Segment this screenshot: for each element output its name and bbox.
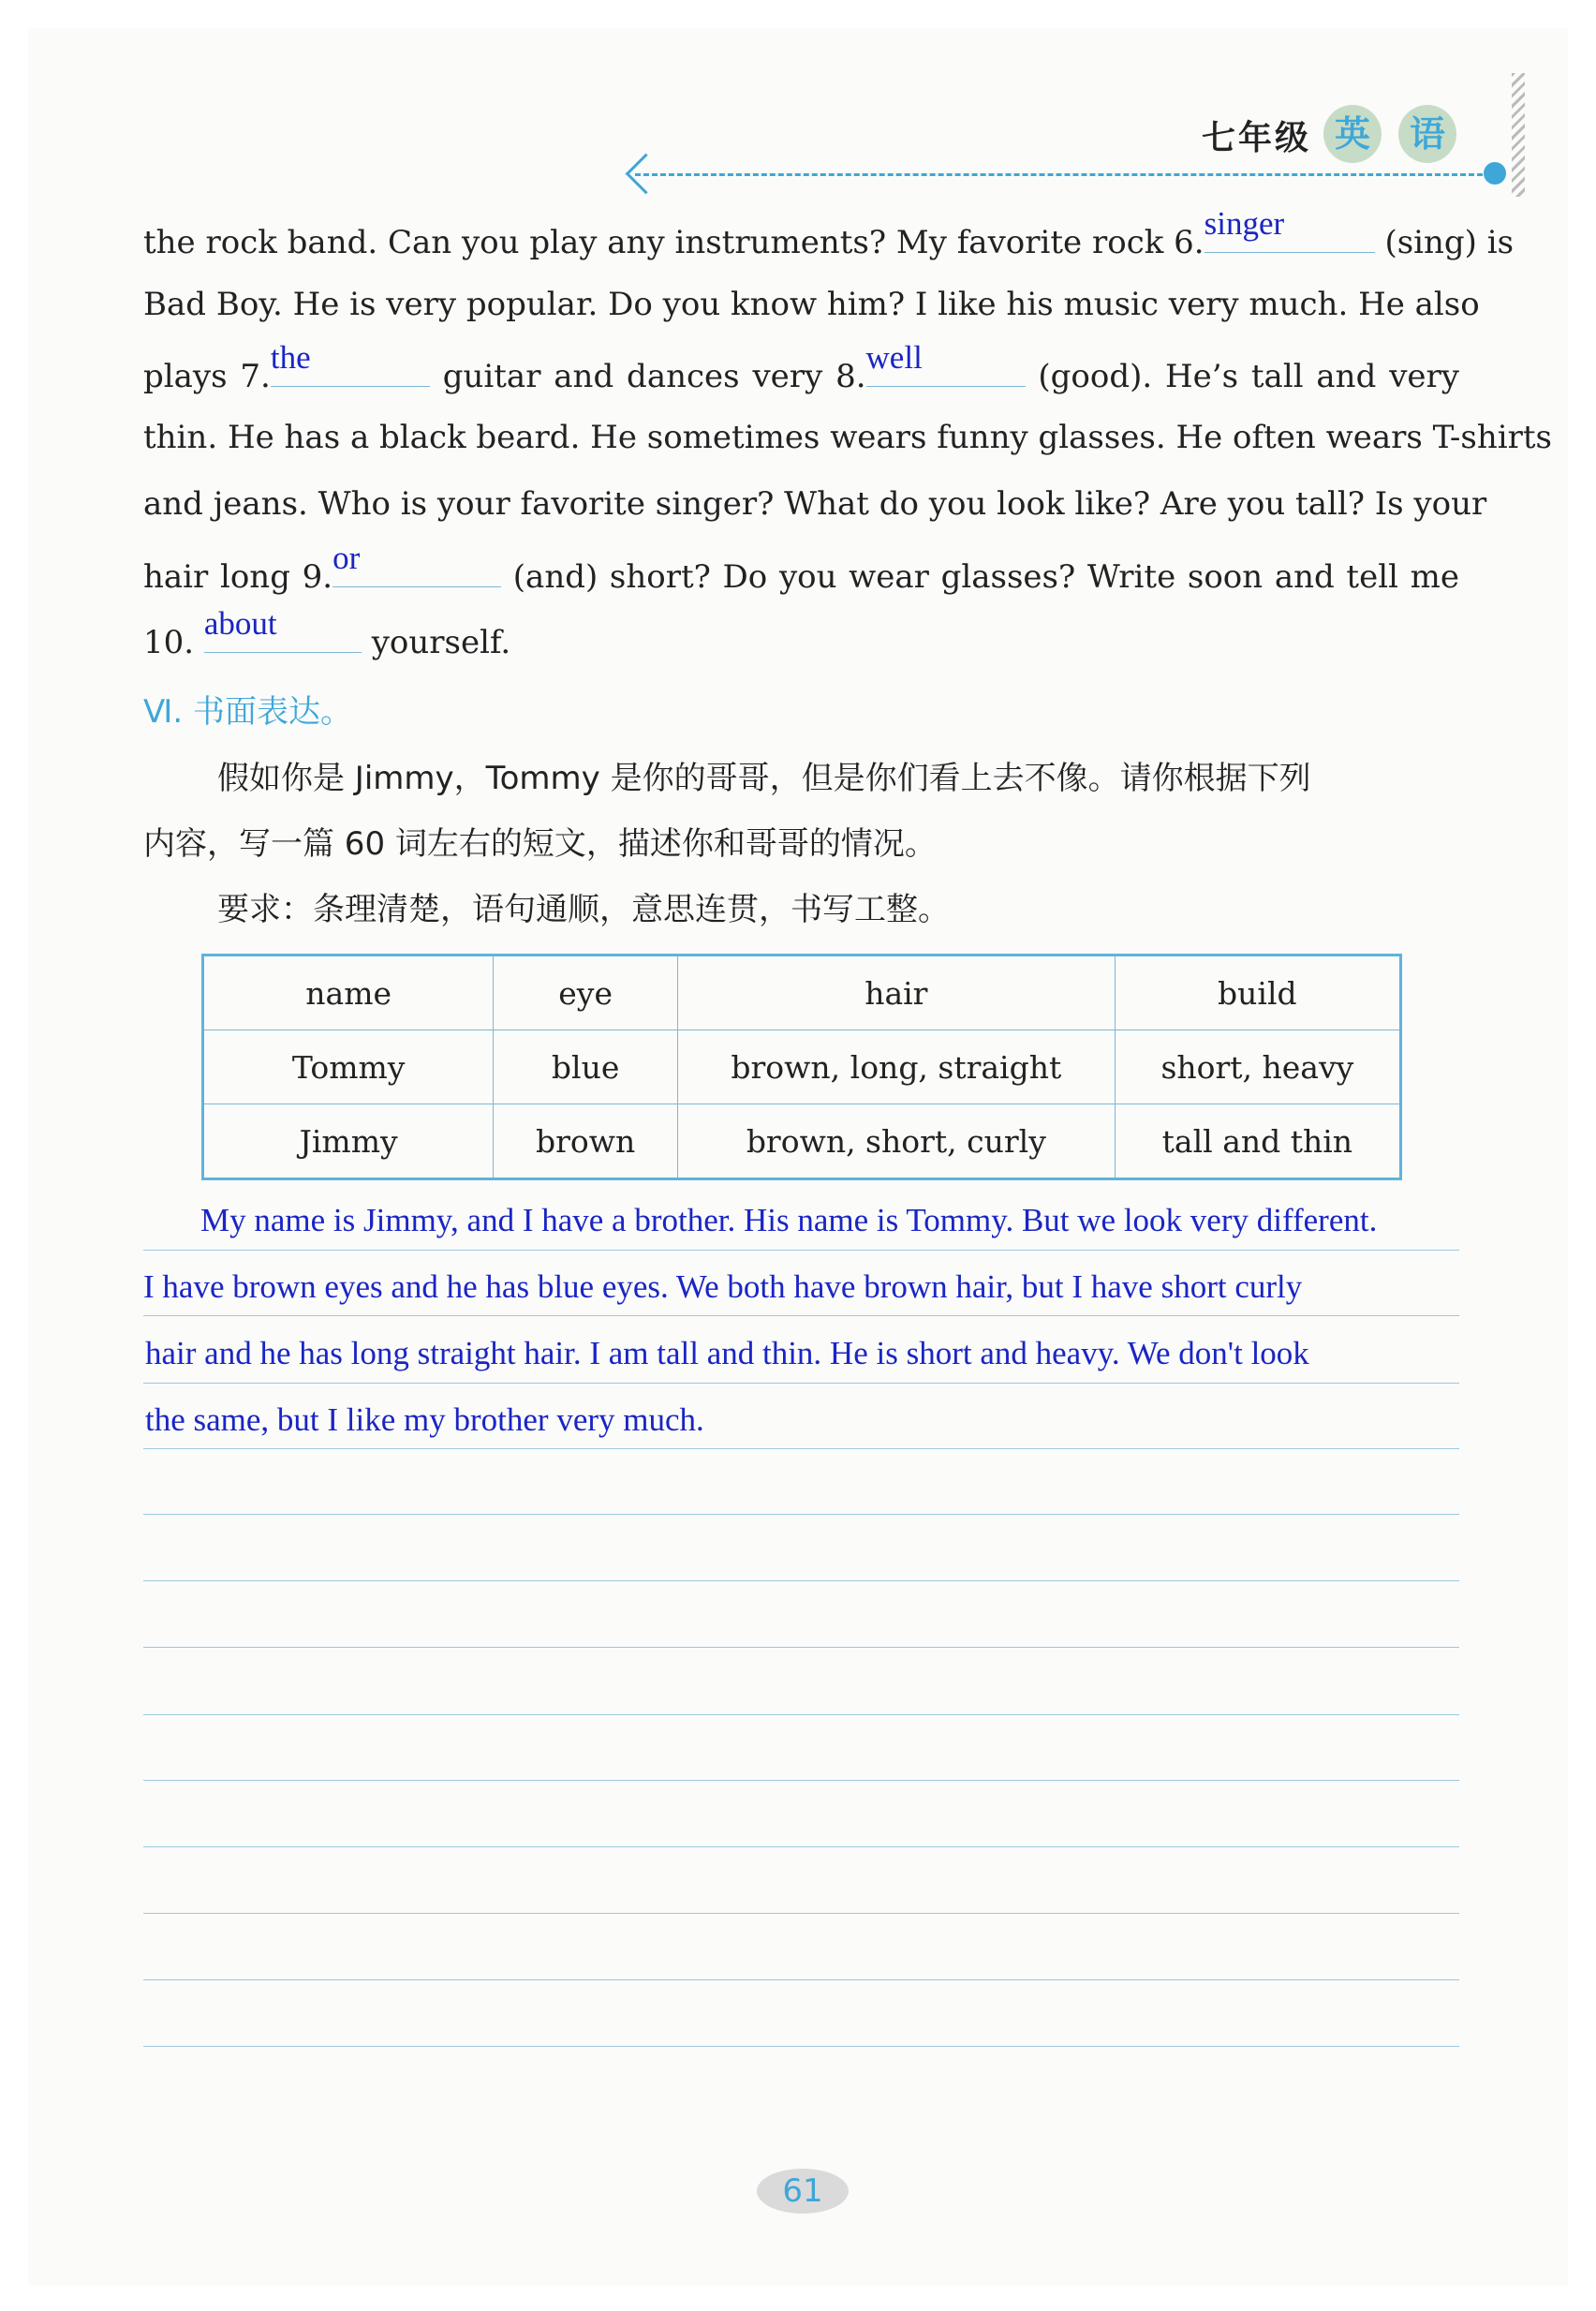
subject-badge-1: 英: [1323, 105, 1382, 163]
writing-line: [143, 1448, 1459, 1449]
table-cell: blue: [494, 1030, 678, 1104]
prompt-line-1: 假如你是 Jimmy，Tommy 是你的哥哥，但是你们看上去不像。请你根据下列: [217, 760, 1311, 797]
passage-text: plays: [143, 358, 228, 395]
blank-number-8: 8.: [835, 358, 866, 395]
blank-9[interactable]: [332, 540, 501, 587]
requirement-text: 要求：条理清楚，语句通顺，意思连贯，书写工整。: [217, 891, 950, 928]
header-dashed-line: [635, 173, 1491, 176]
table-cell: brown: [494, 1104, 678, 1179]
table-row: [203, 1104, 1401, 1179]
table-header-cell: eye: [494, 956, 678, 1030]
writing-line: [143, 1647, 1459, 1648]
prompt-line-2: 内容，写一篇 60 词左右的短文，描述你和哥哥的情况。: [143, 825, 937, 863]
answer-line-1: My name is Jimmy, and I have a brother. His name is Tommy. But we look very different.: [200, 1202, 1378, 1238]
passage-text: guitar and dances very: [442, 358, 823, 395]
passage-text: (and) short? Do you wear glasses? Write soon and tell me: [512, 558, 1459, 596]
table-cell: tall and thin: [1115, 1104, 1400, 1179]
passage-line-3: [143, 339, 1459, 395]
answer-8: well: [865, 339, 923, 376]
passage-text: hair long: [143, 558, 290, 596]
blank-number-9: 9.: [302, 558, 333, 596]
table-header-row: [203, 956, 1401, 1030]
passage-line-2: [143, 286, 1480, 323]
writing-line: [143, 1780, 1459, 1781]
blank-10[interactable]: [203, 605, 362, 653]
table-cell: Tommy: [203, 1030, 494, 1104]
answer-line-3: hair and he has long straight hair. I am tall and thin. He is short and heavy. We don't look: [145, 1335, 1309, 1371]
table-cell: brown, long, straight: [677, 1030, 1115, 1104]
header-dot-icon: [1484, 162, 1506, 185]
page-number: 61: [757, 2169, 849, 2214]
answer-6: singer: [1204, 205, 1285, 242]
info-table: [201, 954, 1402, 1180]
passage-text: Bad Boy. He is very popular. Do you know him? I like his music very much. He also: [143, 286, 1480, 323]
writing-line: [143, 1714, 1459, 1715]
blank-number-7: 7.: [240, 358, 271, 395]
passage-text: (good). He’s tall and very: [1038, 358, 1459, 395]
passage-text: and jeans. Who is your favorite singer? What do you look like? Are you tall? Is your: [143, 485, 1487, 523]
subject-badge-2: 语: [1398, 105, 1456, 163]
table-header-cell: hair: [677, 956, 1115, 1030]
writing-line: [143, 1383, 1459, 1384]
page-edge-stripes: [1512, 73, 1525, 197]
writing-line: [143, 1315, 1459, 1316]
answer-7: the: [270, 339, 311, 376]
passage-text: (sing) is: [1384, 224, 1515, 261]
passage-text: yourself.: [371, 624, 511, 661]
grade-label: 七年级: [1202, 119, 1312, 157]
table-cell: short, heavy: [1115, 1030, 1400, 1104]
blank-number-10: 10.: [143, 624, 195, 661]
writing-line: [143, 1979, 1459, 1980]
passage-line-1: [143, 205, 1515, 261]
passage-text: thin. He has a black beard. He sometimes wears funny glasses. He often wears T-shirts: [143, 419, 1552, 456]
writing-line: [143, 1250, 1459, 1251]
blank-number-6: 6.: [1174, 224, 1204, 261]
passage-line-4: [143, 419, 1552, 456]
table-cell: Jimmy: [203, 1104, 494, 1179]
answer-line-4: the same, but I like my brother very much.: [145, 1401, 704, 1438]
table-header-cell: build: [1115, 956, 1400, 1030]
blank-8[interactable]: [865, 339, 1026, 387]
writing-line: [143, 2046, 1459, 2047]
writing-line: [143, 1580, 1459, 1581]
writing-line: [143, 1846, 1459, 1847]
writing-line: [143, 1913, 1459, 1914]
passage-text: the rock band. Can you play any instruments? My favorite rock: [143, 224, 1164, 261]
table-row: [203, 1030, 1401, 1104]
table-header-cell: name: [203, 956, 494, 1030]
passage-line-6: [143, 540, 1459, 596]
passage-line-5: [143, 485, 1487, 523]
blank-6[interactable]: [1204, 205, 1375, 253]
answer-9: or: [332, 540, 361, 576]
answer-line-2: I have brown eyes and he has blue eyes. We both have brown hair, but I have short curly: [143, 1268, 1303, 1305]
blank-7[interactable]: [270, 339, 430, 387]
passage-line-7: [143, 605, 1459, 661]
writing-line: [143, 1514, 1459, 1515]
section-title: Ⅵ. 书面表达。: [143, 693, 352, 731]
answer-10: about: [203, 605, 277, 642]
table-cell: brown, short, curly: [677, 1104, 1115, 1179]
